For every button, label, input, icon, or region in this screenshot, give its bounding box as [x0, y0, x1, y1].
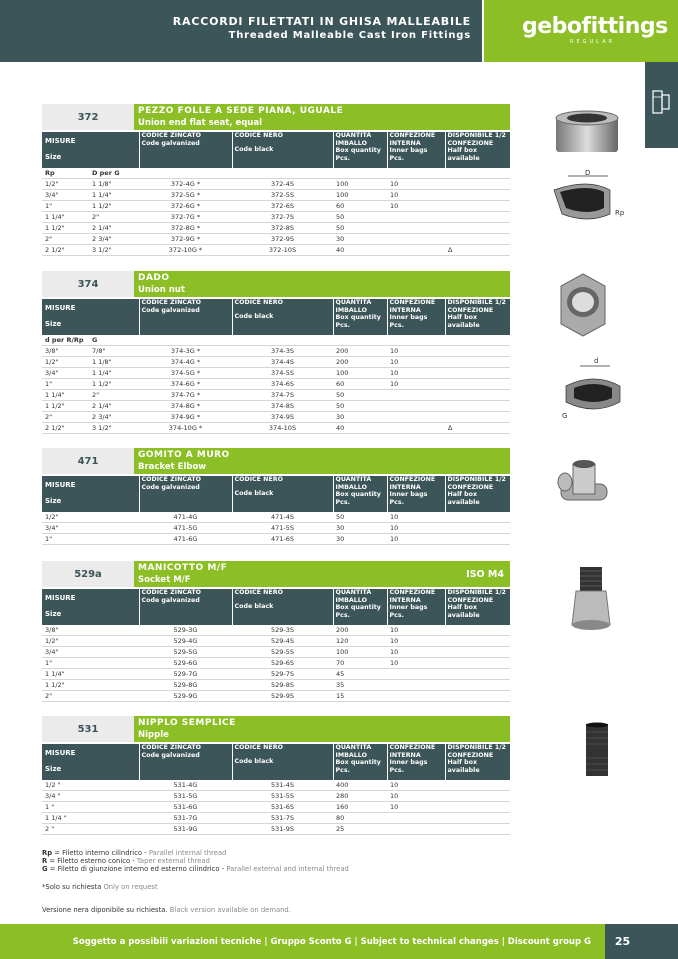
article-code: 372 — [42, 104, 134, 130]
size-subheader: Rp D per G — [42, 168, 510, 179]
table-row: 3/4" 471-5G 471-5S 30 10 — [42, 523, 510, 534]
table-row: 3/8" 529-3G 529-3S 200 10 — [42, 625, 510, 636]
section-header — [42, 561, 510, 589]
table-row: 1/2" 471-4G 471-4S 50 10 — [42, 512, 510, 523]
col-black: CODICE NERO Code black — [232, 589, 333, 625]
footer — [0, 924, 678, 959]
fitting-icon — [650, 87, 672, 117]
section-title: PEZZO FOLLE A SEDE PIANA, UGUALE Union end flat seat, equal — [134, 104, 510, 130]
col-box: QUANTITÀ IMBALLO Box quantity Pcs. — [333, 299, 387, 335]
table-row: 3/4" 1 1/4" 372-5G * 372-5S 100 10 — [42, 190, 510, 201]
table-row: 1" 1 1/2" 374-6G * 374-6S 60 10 — [42, 379, 510, 390]
table-row: 1 1/4 " 531-7G 531-7S 80 — [42, 813, 510, 824]
dim-small-d-label: d — [594, 357, 599, 365]
product-table — [42, 589, 510, 702]
legend-r: R = Filetto esterno conico - Taper external thread — [42, 857, 210, 866]
request-note: *Solo su richiesta Only on request — [42, 883, 158, 891]
category-tab — [645, 62, 678, 148]
col-box: QUANTITÀ IMBALLO Box quantity Pcs. — [333, 132, 387, 168]
table-row: 3/4" 1 1/4" 374-5G * 374-5S 100 10 — [42, 368, 510, 379]
table-row: 1 1/4" 529-7G 529-7S 45 — [42, 669, 510, 680]
product-table — [42, 476, 510, 545]
union-end-drawing — [548, 170, 630, 232]
col-size: MISURE Size — [42, 744, 139, 780]
nipple-image — [582, 722, 612, 778]
union-nut-image — [558, 272, 608, 338]
col-half: DISPONIBILE 1/2 CONFEZIONE Half box available — [445, 132, 510, 168]
section-2 — [42, 448, 510, 545]
section-header — [42, 271, 510, 299]
table-row: 2 " 531-9G 531-9S 25 — [42, 824, 510, 835]
catalog-title: RACCORDI FILETTATI IN GHISA MALLEABILE Threaded Malleable Cast Iron Fittings — [172, 15, 471, 41]
top-bar — [0, 0, 678, 62]
table-row: 3/4 " 531-5G 531-5S 280 10 — [42, 791, 510, 802]
iso-label: ISO M4 — [466, 569, 504, 580]
table-row: 1 " 531-6G 531-6S 160 10 — [42, 802, 510, 813]
col-size: MISURE Size — [42, 299, 139, 335]
black-version-note: Versione nera diponibile su richiesta. Black version available on demand. — [42, 906, 291, 914]
col-black: CODICE NERO Code black — [232, 132, 333, 168]
col-box: QUANTITÀ IMBALLO Box quantity Pcs. — [333, 476, 387, 512]
article-code: 471 — [42, 448, 134, 474]
col-half: DISPONIBILE 1/2 CONFEZIONE Half box available — [445, 589, 510, 625]
section-4 — [42, 716, 510, 835]
table-header — [42, 589, 510, 625]
table-row: 1" 471-6G 471-6S 30 10 — [42, 534, 510, 545]
size-subheader: d per R/Rp G — [42, 335, 510, 346]
section-1 — [42, 271, 510, 434]
col-black: CODICE NERO Code black — [232, 476, 333, 512]
article-code: 529a — [42, 561, 134, 587]
table-header — [42, 476, 510, 512]
col-size: MISURE Size — [42, 589, 139, 625]
table-row: 1/2 " 531-4G 531-4S 400 10 — [42, 780, 510, 791]
col-galvanized: CODICE ZINCATO Code galvanized — [139, 299, 232, 335]
brand-logo: gebofittings REGULAR — [482, 0, 678, 62]
col-box: QUANTITÀ IMBALLO Box quantity Pcs. — [333, 744, 387, 780]
col-galvanized: CODICE ZINCATO Code galvanized — [139, 476, 232, 512]
union-nut-drawing — [560, 352, 628, 424]
section-header — [42, 104, 510, 132]
table-header — [42, 744, 510, 780]
table-header — [42, 299, 510, 335]
col-inner: CONFEZIONE INTERNA Inner bags Pcs. — [387, 744, 445, 780]
section-title: GOMITO A MURO Bracket Elbow — [134, 448, 510, 474]
socket-mf-image — [570, 565, 612, 637]
table-row: 2" 2 3/4" 372-9G * 372-9S 30 — [42, 234, 510, 245]
col-inner: CONFEZIONE INTERNA Inner bags Pcs. — [387, 476, 445, 512]
col-half: DISPONIBILE 1/2 CONFEZIONE Half box available — [445, 744, 510, 780]
table-row: 3/4" 529-5G 529-5S 100 10 — [42, 647, 510, 658]
footer-text: Soggetto a possibili variazioni tecniche | Gruppo Sconto G | Subject to technical changes | Discount group G — [0, 924, 605, 959]
table-row: 3/8" 7/8" 374-3G * 374-3S 200 10 — [42, 346, 510, 357]
col-size: MISURE Size — [42, 476, 139, 512]
col-inner: CONFEZIONE INTERNA Inner bags Pcs. — [387, 132, 445, 168]
table-header — [42, 132, 510, 168]
col-black: CODICE NERO Code black — [232, 299, 333, 335]
section-3 — [42, 561, 510, 702]
col-inner: CONFEZIONE INTERNA Inner bags Pcs. — [387, 299, 445, 335]
table-row: 2" 2 3/4" 374-9G * 374-9S 30 — [42, 412, 510, 423]
table-row: 1/2" 529-4G 529-4S 120 10 — [42, 636, 510, 647]
legend-g: G = Filetto di giunzione interno ed esterno cilindrico - Parallel external and internal thread — [42, 865, 349, 874]
table-row: 1" 529-6G 529-6S 70 10 — [42, 658, 510, 669]
section-title: DADO Union nut — [134, 271, 510, 297]
col-black: CODICE NERO Code black — [232, 744, 333, 780]
product-table — [42, 132, 510, 256]
table-row: 1 1/4" 2" 374-7G * 374-7S 50 — [42, 390, 510, 401]
thread-legend — [42, 849, 349, 874]
section-title: NIPPLO SEMPLICE Nipple — [134, 716, 510, 742]
table-row: 1/2" 1 1/8" 372-4G * 372-4S 100 10 — [42, 179, 510, 190]
table-row: 1 1/2" 2 1/4" 372-8G * 372-8S 50 — [42, 223, 510, 234]
col-galvanized: CODICE ZINCATO Code galvanized — [139, 589, 232, 625]
table-row: 1 1/4" 2" 372-7G * 372-7S 50 — [42, 212, 510, 223]
col-size: MISURE Size — [42, 132, 139, 168]
product-table — [42, 744, 510, 835]
page-number: 25 — [614, 935, 631, 948]
section-0 — [42, 104, 510, 256]
bracket-elbow-image — [553, 452, 615, 510]
dim-g-label: G — [562, 412, 568, 420]
table-row: 1" 1 1/2" 372-6G * 372-6S 60 10 — [42, 201, 510, 212]
col-box: QUANTITÀ IMBALLO Box quantity Pcs. — [333, 589, 387, 625]
section-title: MANICOTTO M/F Socket M/F ISO M4 — [134, 561, 510, 587]
section-header — [42, 448, 510, 476]
col-inner: CONFEZIONE INTERNA Inner bags Pcs. — [387, 589, 445, 625]
table-row: 2 1/2" 3 1/2" 374-10G * 374-10S 40 ∆ — [42, 423, 510, 434]
union-end-image — [552, 108, 622, 158]
article-code: 531 — [42, 716, 134, 742]
col-galvanized: CODICE ZINCATO Code galvanized — [139, 132, 232, 168]
dim-d-label: D — [585, 170, 591, 177]
dim-rp-label: Rp — [615, 209, 625, 217]
legend-rp: Rp = Filetto interno cilindrico - Parallel internal thread — [42, 849, 227, 857]
col-galvanized: CODICE ZINCATO Code galvanized — [139, 744, 232, 780]
article-code: 374 — [42, 271, 134, 297]
col-half: DISPONIBILE 1/2 CONFEZIONE Half box available — [445, 299, 510, 335]
table-row: 1 1/2" 529-8G 529-8S 35 — [42, 680, 510, 691]
table-row: 1/2" 1 1/8" 374-4G * 374-4S 200 10 — [42, 357, 510, 368]
table-row: 2" 529-9G 529-9S 15 — [42, 691, 510, 702]
product-table — [42, 299, 510, 434]
table-row: 1 1/2" 2 1/4" 374-8G * 374-8S 50 — [42, 401, 510, 412]
section-header — [42, 716, 510, 744]
col-half: DISPONIBILE 1/2 CONFEZIONE Half box available — [445, 476, 510, 512]
table-row: 2 1/2" 3 1/2" 372-10G * 372-10S 40 ∆ — [42, 245, 510, 256]
